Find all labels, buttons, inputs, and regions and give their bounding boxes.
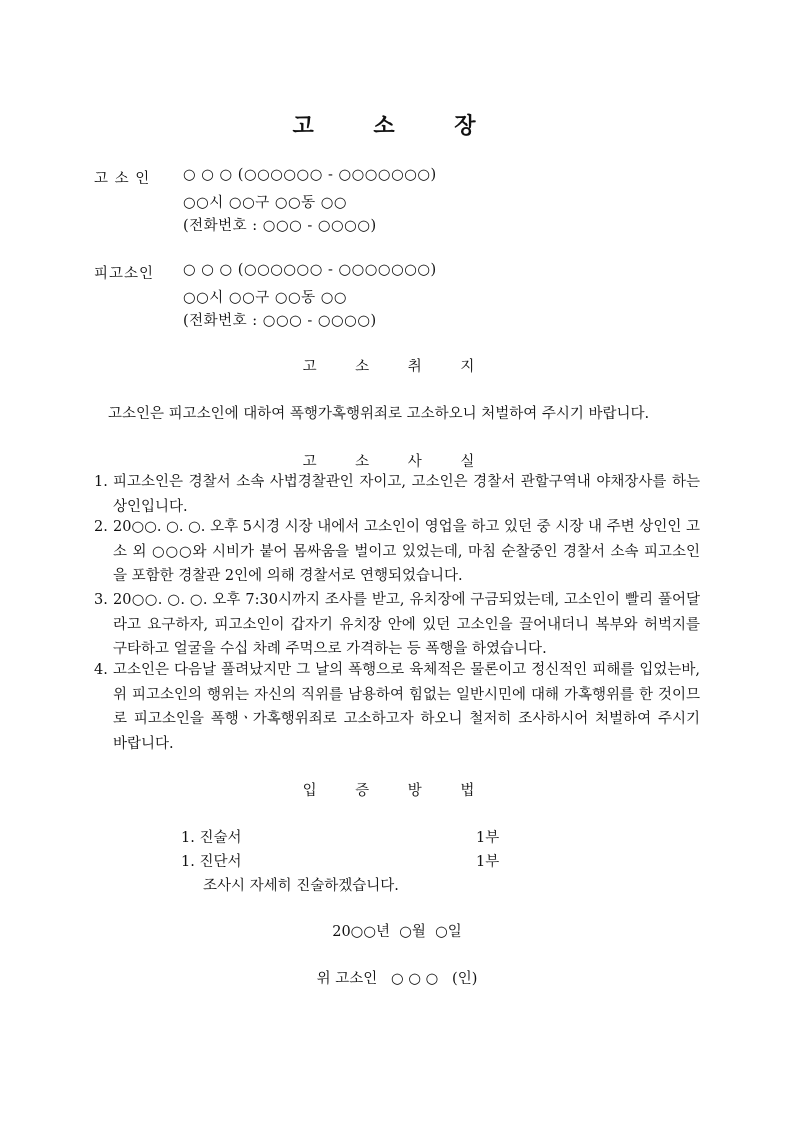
- evidence-item-name: 1. 진단서: [181, 854, 242, 870]
- fact-text: 20○○. ○. ○. 오후 7:30시까지 조사를 받고, 유치장에 구금되었는데, 고소인이 빨리 풀어달라고 요구하자, 피고소인이 갑자기 유치장 안에 있던 고소인을 끌어내더니 복부와 허벅지를 구타하고 얼굴을 수십 차례 주먹으로 가격하는 등 폭행을 하였습니다.: [113, 592, 700, 657]
- fact-text: 고소인은 다음날 풀려났지만 그 날의 폭행으로 육체적은 물론이고 정신적인 피해를 입었는바, 위 피고소인의 행위는 자신의 직위를 남용하여 힘없는 일반시민에 대해 가혹행위를 한 것이므로 피고소인을 폭행ㆍ가혹행위죄로 고소하고자 하오니 철저히 조사하시어 처벌하여 주시기 바랍니다.: [113, 662, 700, 752]
- evidence-note: 조사시 자세히 진술하겠습니다.: [203, 878, 399, 894]
- purpose-text: 고소인은 피고소인에 대하여 폭행가혹행위죄로 고소하오니 처벌하여 주시기 바랍니다.: [108, 406, 650, 422]
- document-title: 고 소 장: [292, 114, 502, 139]
- accused-label: 피고소인: [94, 266, 155, 282]
- accused-phone: (전화번호 : ○○○ - ○○○○): [183, 313, 377, 329]
- fact-item-2: [94, 515, 700, 589]
- fact-number: 3.: [94, 592, 108, 608]
- accused-name-id: ○ ○ ○ (○○○○○○ - ○○○○○○○): [183, 262, 437, 278]
- facts-heading: 고 소 사 실: [302, 454, 492, 470]
- evidence-item-count: 1부: [476, 854, 500, 870]
- evidence-heading: 입 증 방 법: [302, 783, 492, 799]
- fact-number: 4.: [94, 662, 108, 678]
- document-date: 20○○년 ○월 ○일: [332, 924, 462, 940]
- fact-text: 20○○. ○. ○. 오후 5시경 시장 내에서 고소인이 영업을 하고 있던 중 시장 내 주변 상인인 고소 외 ○○○와 시비가 붙어 몸싸움을 벌이고 있었는데, 마침 순찰중인 경찰서 소속 피고소인을 포함한 경찰관 2인에 의해 경찰서로 연행되었습니다.: [113, 519, 700, 584]
- complainant-address: ○○시 ○○구 ○○동 ○○: [183, 195, 348, 211]
- fact-item-3: [94, 588, 700, 662]
- evidence-item-count: 1부: [476, 830, 500, 846]
- fact-text: 피고소인은 경찰서 소속 사법경찰관인 자이고, 고소인은 경찰서 관할구역내 야채장사를 하는 상인입니다.: [113, 474, 700, 515]
- accused-address: ○○시 ○○구 ○○동 ○○: [183, 290, 348, 306]
- fact-item-4: [94, 658, 700, 756]
- complainant-label: 고 소 인: [94, 171, 151, 187]
- complainant-name-id: ○ ○ ○ (○○○○○○ - ○○○○○○○): [183, 167, 437, 183]
- fact-item-1: [94, 470, 700, 519]
- complainant-signature: 위 고소인 ○ ○ ○ (인): [316, 971, 478, 987]
- fact-number: 1.: [94, 474, 108, 490]
- purpose-heading: 고 소 취 지: [302, 359, 492, 375]
- complainant-phone: (전화번호 : ○○○ - ○○○○): [183, 218, 377, 234]
- evidence-item-name: 1. 진술서: [181, 830, 242, 846]
- fact-number: 2.: [94, 519, 108, 535]
